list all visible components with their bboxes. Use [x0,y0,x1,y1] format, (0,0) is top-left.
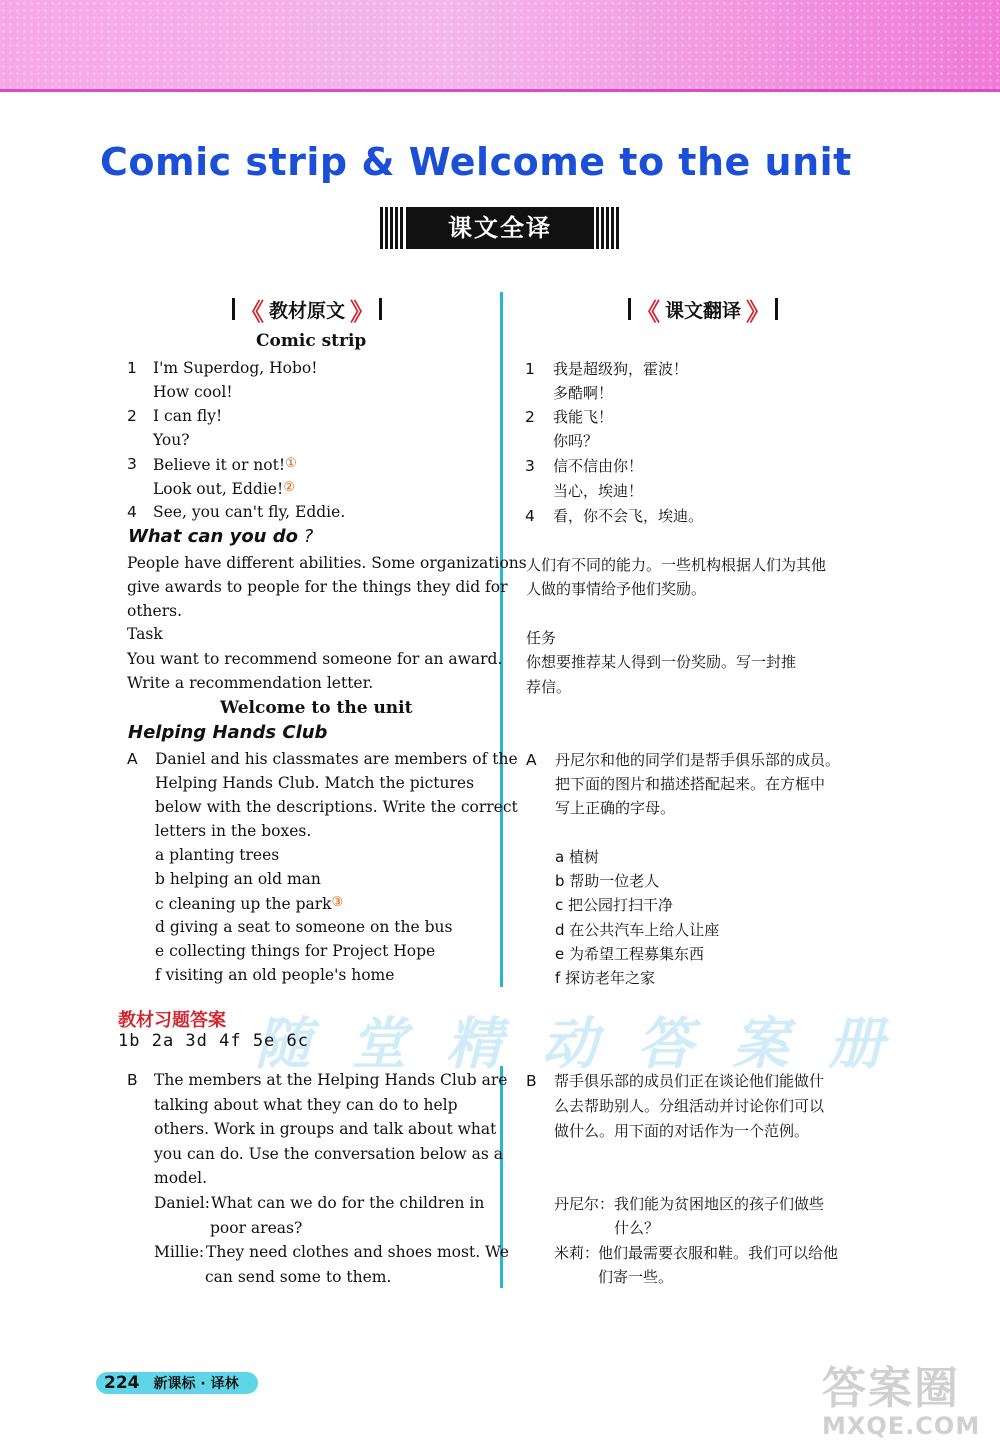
dialog-line: They need clothes and shoes most. We [206,1243,509,1261]
paragraph-line: letters in the boxes. [155,822,312,840]
translation-line: 人们有不同的能力。一些机构根据人们为其他 [526,556,827,574]
option-translation: a 植树 [555,848,599,866]
paragraph-line: Helping Hands Club. Match the pictures [155,774,475,792]
dialog-line: poor areas? [210,1219,303,1237]
translation-line: 你吗？ [553,432,599,450]
option-item: a planting trees [155,846,280,864]
translation-line: 你想要推荐某人得到一份奖励。写一封推 [526,653,797,671]
option-item: b helping an old man [155,870,321,888]
footnote-marker: ② [283,480,295,495]
task-label: Task [127,625,163,643]
comic-line: Believe it or not!① [153,456,297,474]
option-translation: e 为希望工程募集东西 [555,945,704,963]
comic-number: 3 [127,455,137,473]
top-decorative-band [0,0,1000,92]
comic-number: 1 [525,360,535,378]
comic-number: 4 [127,503,137,521]
paragraph-line: talking about what they can do to help [154,1096,458,1114]
translation-line: 做什么。用下面的对话作为一个范例。 [554,1122,810,1140]
comic-line: You? [153,431,190,449]
dialog-speaker-translation: 丹尼尔： [554,1195,615,1213]
dialog-line: What can we do for the children in [211,1194,485,1212]
exercise-label: A [526,751,537,769]
dialog-speaker: Millie: [154,1243,205,1261]
paragraph-line: others. [127,602,183,620]
comic-line: I can fly! [153,407,223,425]
translation-line: 么去帮助别人。分组活动并讨论你们可以 [554,1097,825,1115]
left-column-header: 《 教材原文 》 [232,294,382,324]
right-column-header: 《 课文翻译 》 [628,294,778,324]
translation-line: 当心，埃迪！ [553,482,644,500]
comic-line: How cool! [153,383,233,401]
banner-label: 课文全译 [406,207,594,249]
option-translation: c 把公园打扫干净 [555,896,674,914]
footnote-marker: ③ [331,895,344,910]
paragraph-line: Daniel and his classmates are members of the [155,750,518,768]
option-item: d giving a seat to someone on the bus [155,918,453,936]
answers-heading: 教材习题答案 [118,1010,226,1031]
comic-number: 3 [525,457,535,475]
option-item: c cleaning up the park③ [155,895,344,913]
column-divider [500,292,503,987]
book-name: 新课标 · 译林 [153,1376,239,1392]
page-number: 224 [104,1373,140,1393]
club-heading: Helping Hands Club [128,722,328,743]
dialog-translation-line: 我们能为贫困地区的孩子们做些 [614,1195,825,1213]
paragraph-line: model. [154,1169,208,1187]
translation-line: 丹尼尔和他的同学们是帮手俱乐部的成员。 [555,751,841,769]
paragraph-line: give awards to people for the things they did for [127,578,508,596]
what-can-you-do-heading: What can you do ? [128,526,314,547]
logo-text: 答案圈 [822,1363,960,1414]
answers-line: 1b 2a 3d 4f 5e 6c [118,1031,309,1051]
exercise-label: B [127,1071,138,1089]
site-logo [822,1352,992,1442]
paragraph-line: below with the descriptions. Write the correct [155,798,518,816]
translation-line: 信不信由你！ [553,457,644,475]
dialog-speaker: Daniel: [154,1194,210,1212]
comic-line: Look out, Eddie!② [153,480,295,498]
paragraph-line: The members at the Helping Hands Club are [154,1071,508,1089]
translation-line: 看，你不会飞，埃迪。 [553,507,704,525]
translation-line: 我能飞！ [553,408,614,426]
welcome-title: Welcome to the unit [220,698,413,718]
dialog-translation-line: 们寄一些。 [598,1268,674,1286]
translation-line: 帮手俱乐部的成员们正在谈论他们能做什 [554,1072,825,1090]
watermark: 随 堂 精 动 答 案 册 [255,1011,894,1077]
translation-line: 我是超级狗，霍波！ [553,360,689,378]
task-label-translation: 任务 [526,629,557,647]
exercise-label: B [526,1072,537,1090]
paragraph-line: Write a recommendation letter. [127,674,374,692]
option-translation: f 探访老年之家 [555,969,656,987]
dialog-translation-line: 他们最需要衣服和鞋。我们可以给他 [598,1244,839,1262]
translation-line: 把下面的图片和描述搭配起来。在方框中 [555,775,826,793]
section-banner [380,207,620,249]
comic-number: 4 [525,507,535,525]
footnote-marker: ① [285,456,297,471]
paragraph-line: You want to recommend someone for an award. [127,650,503,668]
dialog-speaker-translation: 米莉： [554,1244,600,1262]
paragraph-line: others. Work in groups and talk about what [154,1120,497,1138]
option-item: f visiting an old people's home [155,966,395,984]
option-translation: d 在公共汽车上给人让座 [555,921,720,939]
dialog-line: can send some to them. [205,1268,392,1286]
translation-line: 人做的事情给予他们奖励。 [526,580,707,598]
translation-line: 多酷啊！ [553,384,614,402]
comic-number: 2 [525,408,535,426]
paragraph-line: you can do. Use the conversation below as a [154,1145,503,1163]
option-translation: b 帮助一位老人 [555,872,660,890]
page-title: Comic strip & Welcome to the unit [100,140,852,184]
page-footer [96,1372,258,1394]
paragraph-line: People have different abilities. Some organizations [127,554,527,572]
translation-line: 荐信。 [526,678,572,696]
translation-line: 写上正确的字母。 [555,799,676,817]
comic-line: I'm Superdog, Hobo! [153,359,318,377]
comic-line: See, you can't fly, Eddie. [153,503,346,521]
comic-number: 1 [127,359,137,377]
exercise-label: A [127,750,138,768]
logo-url: MXQE.COM [822,1412,981,1440]
comic-strip-title: Comic strip [256,331,367,351]
option-item: e collecting things for Project Hope [155,942,436,960]
dialog-translation-line: 什么？ [614,1219,660,1237]
comic-number: 2 [127,407,137,425]
